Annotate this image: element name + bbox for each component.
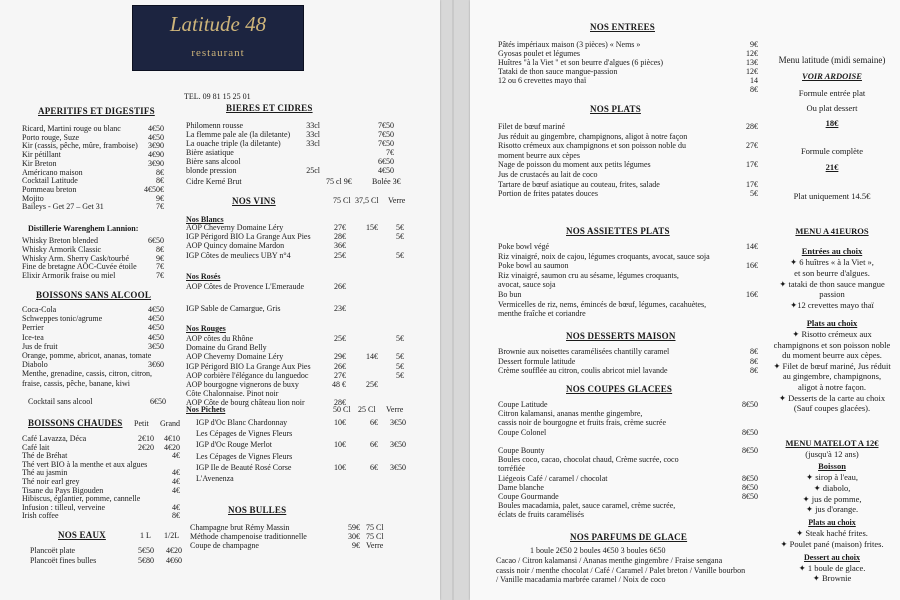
side-menu-line: champignons et son poisson noble xyxy=(773,339,891,350)
menu-cell-name: Plancoët fines bulles xyxy=(30,556,97,565)
menu-cell-name: Coupe Latitude xyxy=(498,400,548,409)
menu-cell-name: AOP Cheverny Domaine Léry xyxy=(186,223,284,232)
menu-latitude-line4: Plat uniquement 14.5€ xyxy=(793,191,871,201)
menu-cell-name: Brownie aux noisettes caramélisées chantilly caramel xyxy=(498,347,670,356)
menu-cell-name: Irish coffee xyxy=(22,511,59,521)
menu-cell-p1: 5€80 xyxy=(138,556,154,565)
menu-cell-c3: 3€50 xyxy=(390,440,406,450)
menu-cell-price: 8€ xyxy=(750,356,758,366)
side-menu-line: ✦ Risotto crémeux aux xyxy=(792,329,872,339)
menu-cell-name: Coupe Gourmande xyxy=(498,492,559,501)
menu-cell-price: 8€50 xyxy=(742,492,758,501)
menu-cell-price: 4€50 xyxy=(148,124,164,133)
menu-cell-small: 2€10 xyxy=(138,434,154,443)
menu-cell-price: 8€50 xyxy=(742,482,758,492)
menu-cell-price: 3€90 xyxy=(148,141,164,151)
cocktail-sans-alcool-price: 6€50 xyxy=(150,397,166,406)
menu-cell-price: 4€50 xyxy=(148,305,164,314)
menu-cell-name: Perrier xyxy=(22,323,44,333)
menu-cell-price: 7€50 xyxy=(378,121,394,130)
chaudes-title: BOISSONS CHAUDES xyxy=(28,418,123,428)
menu-cell-name: Poke bowl au saumon xyxy=(498,261,569,271)
menu-cell-vol: 25cl xyxy=(306,166,320,175)
menu-cell-name: IGP Côtes de meuliecs UBY n°4 xyxy=(186,250,291,260)
menu-cell-name: Filet de bœuf mariné xyxy=(498,122,565,131)
menu-cell-name: Américano maison xyxy=(22,167,83,177)
menu-cell-name: AOP Côte de bourg château lion noir xyxy=(186,398,305,408)
menu-cell-vol: 33cl xyxy=(306,139,320,148)
side-menu-line: ✦ Steak haché frites. xyxy=(796,528,868,538)
menu-cell-name: 12 ou 6 crevettes mayo thaï xyxy=(498,75,587,85)
blancs-title: Nos Blancs xyxy=(186,215,224,224)
menu-cell-name: Côte Chalonnaise. Pinot noir xyxy=(186,389,279,399)
menu-cell-c3: 5€ xyxy=(396,370,404,380)
side-menu-line: ✦ jus d'orange. xyxy=(805,504,859,515)
food-menu-page xyxy=(470,0,900,600)
side-menu-line: ✦ Brownie xyxy=(812,573,852,583)
menu-cell-c1: 25€ xyxy=(334,334,346,343)
menu-cell-price: 28€ xyxy=(746,122,758,131)
side-menu-line: ✦ sirop à l'eau, xyxy=(805,472,859,482)
menu-cell-name: Tisane du Pays Bigouden xyxy=(22,485,104,495)
menu-cell-name: IGP Sable de Camargue, Gris xyxy=(186,304,281,313)
menu-cell-name: AOP côtes du Rhône xyxy=(186,334,254,343)
logo-brand: Latitude 48 xyxy=(169,12,267,36)
menu-cell-name: Domaine du Grand Belly xyxy=(186,343,267,353)
menu-cell-name: Ice-tea xyxy=(22,332,44,342)
menu-cell-name: Portion de frites patates douces xyxy=(498,189,598,199)
menu-cell-c3: 5€ xyxy=(396,361,404,371)
pichets-col1: 50 Cl xyxy=(333,405,351,414)
menu-cell-name: Cocktail Latitude xyxy=(22,176,78,186)
menu-cell-name: IGP d'Oc Rouge Merlot xyxy=(196,440,273,450)
side-menu-line: ✦ Poulet pané (maison) frites. xyxy=(780,538,884,549)
cidre-bottle: 75 cl 9€ xyxy=(326,177,352,186)
vins-title: NOS VINS xyxy=(232,196,276,206)
menu-cell-name: Riz vinaigré, saumon cru au sésame, légumes croquants, xyxy=(498,270,679,280)
menu-cell-c2: 6€ xyxy=(370,440,378,450)
menu-cell-name: Jus de fruit xyxy=(22,341,58,351)
parfums-line: cassis noir / menthe chocolat / Café / Caramel / Palet breton / Vanille bourbon xyxy=(496,565,746,575)
menu-cell-c3: 5€ xyxy=(396,250,404,260)
side-menu-line: ✦12 crevettes mayo thaï xyxy=(790,300,874,311)
menu-cell-name: Huîtres "à la Viet " et son beurre d'algues (6 pièces) xyxy=(498,57,664,67)
menu-cell-c3: 5€ xyxy=(396,232,404,242)
logo-subtitle: restaurant xyxy=(191,47,245,59)
menu-cell-price: 7€ xyxy=(156,271,164,281)
menu-cell-unit: Verre xyxy=(366,541,384,550)
menu-cell-unit: 75 Cl xyxy=(366,532,384,541)
menu-cell-price: 5€ xyxy=(750,189,758,199)
menu-cell-name: cassis noir de bourgogne et fruits frais, crème sucrée xyxy=(498,418,667,428)
menu-cell-price: 27€ xyxy=(746,141,758,151)
menu-cell-price: 8€ xyxy=(156,244,164,254)
menu-cell-name: avocat, sauce soja xyxy=(498,280,556,290)
menu-cell-name: Coupe Colonel xyxy=(498,427,547,437)
menu-cell-p1: 5€50 xyxy=(138,546,154,555)
menu-cell-price: 8€ xyxy=(750,84,758,94)
menu-cell-name: Menthe, grenadine, cassis, citron, citron, xyxy=(22,369,152,379)
menu-cell-name: Gyosas poulet et légumes xyxy=(498,48,580,58)
menu-cell-price: 8€50 xyxy=(742,473,758,483)
menu-cell-name: Boules coco, cacao, chocolat chaud, Crème sucrée, coco xyxy=(498,455,679,465)
menu-cell-large: 4€10 xyxy=(164,434,180,443)
pichets-title: Nos Pichets xyxy=(186,405,226,414)
menu-cell-name: Plancoët plate xyxy=(30,546,76,555)
menu-cell-name: menthe fraîche et coriandre xyxy=(498,309,586,319)
eaux-title: NOS EAUX xyxy=(58,530,106,540)
menu-cell-large: 4€20 xyxy=(164,442,180,452)
menu-cell-c1: 27€ xyxy=(334,370,346,380)
menu-cell-vol: 33cl xyxy=(306,121,320,130)
menu-cell-name: Thé noir earl grey xyxy=(22,477,80,486)
menu-cell-name: Les Cépages de Vignes Fleurs xyxy=(196,451,293,461)
menu-cell-name: Café Lavazza, Déca xyxy=(22,434,87,443)
coupes-title: NOS COUPES GLACEES xyxy=(566,384,673,394)
side-menu-line: ✦ tataki de thon sauce mangue xyxy=(779,278,885,289)
menu-cell-name: Dessert formule latitude xyxy=(498,356,576,366)
menu-cell-name: Fine de bretagne AOC-Cuvée étoile xyxy=(22,262,137,272)
menu-cell-price: 16€ xyxy=(746,261,758,271)
menu-cell-vol: 33cl xyxy=(306,130,320,139)
menu-cell-price: 8€ xyxy=(156,176,164,186)
menu-cell-c3: 5€ xyxy=(396,352,404,362)
menu-cell-name: Méthode champenoise traditionnelle xyxy=(190,532,307,541)
menu-cell-price: 8€50 xyxy=(742,446,758,455)
distillerie-title: Distillerie Warenghem Lannion: xyxy=(28,224,139,233)
menu-cell-price: 3€60 xyxy=(148,360,164,370)
menu-cell-c1: 36€ xyxy=(334,241,346,251)
menu-cell-name: Jus de crustacés au lait de coco xyxy=(498,170,598,179)
menu-cell-large: 8€ xyxy=(172,511,180,521)
menu-cell-price: 8€ xyxy=(156,167,164,177)
menu-cell-price: 17€ xyxy=(746,179,758,189)
side-menu-line: ✦ Filet de bœuf mariné, Jus réduit xyxy=(773,360,891,371)
menu-cell-name: Orange, pomme, abricot, ananas, tomate xyxy=(22,351,152,360)
menu-latitude-subtitle: VOIR ARDOISE xyxy=(802,71,862,81)
phone-number: TEL. 09 81 15 25 01 xyxy=(184,92,251,101)
menu-cell-price: 3€50 xyxy=(148,341,164,351)
menu-cell-name: Pâtés impériaux maison (3 pièces) « Nems » xyxy=(498,40,641,49)
menu-cell-name: Tartare de bœuf asiatique au couteau, frites, salade xyxy=(498,179,660,189)
matelot-subtitle: (jusqu'à 12 ans) xyxy=(805,449,859,459)
menu-cell-price: 7€ xyxy=(156,262,164,272)
matelot-boisson-title: Boisson xyxy=(818,461,846,471)
menu-latitude-price2: 21€ xyxy=(825,162,839,172)
parfums-title: NOS PARFUMS DE GLACE xyxy=(570,532,688,542)
menu-cell-price: 4€50 xyxy=(148,314,164,324)
menu-cell-name: Poke bowl végé xyxy=(498,242,550,251)
menu-cell-name: Coupe de champagne xyxy=(190,541,259,550)
menu-cell-price: 9€ xyxy=(750,40,758,49)
menu-cell-name: moment beurre aux cèpes xyxy=(498,150,580,160)
eaux-col2: 1/2L xyxy=(164,531,180,540)
menu-cell-large: 4€ xyxy=(172,502,180,512)
menu-cell-name: Kir pétillant xyxy=(22,150,61,160)
menu-cell-c2: 25€ xyxy=(366,380,378,389)
menu-cell-name: Kir Breton xyxy=(22,158,57,168)
menu-cell-c1: 29€ xyxy=(334,352,346,362)
menu-cell-price: 4€50 xyxy=(378,166,394,175)
menu-cell-c1: 23€ xyxy=(334,304,346,313)
menu-cell-name: Schweppes tonic/agrume xyxy=(22,314,103,324)
cocktail-sans-alcool-name: Cocktail sans alcool xyxy=(28,397,93,406)
menu-cell-name: IGP Périgord BIO La Grange Aux Pies xyxy=(186,232,311,242)
menu-cell-c3: 3€50 xyxy=(390,462,406,472)
menu-cell-c3: 5€ xyxy=(396,223,404,232)
menu41-plats-title: Plats au choix xyxy=(806,318,858,328)
vins-col2: 37,5 Cl xyxy=(355,196,379,205)
menu-cell-price: 9€ xyxy=(156,193,164,203)
menu-cell-name: Nage de poisson du moment aux petits légumes xyxy=(498,160,651,170)
menu-cell-name: IGP Périgord BIO La Grange Aux Pies xyxy=(186,361,311,371)
menu-cell-c1: 48 € xyxy=(332,380,346,389)
side-menu-line: ✦ jus de pomme, xyxy=(802,493,862,504)
side-menu-line: ✦ diabolo, xyxy=(813,482,851,493)
menu-cell-price: 8€50 xyxy=(742,400,758,409)
menu-cell-price: 3€90 xyxy=(148,158,164,168)
menu-cell-name: Whisky Arm. Sherry Cask/tourbé xyxy=(22,253,130,263)
menu-cell-price: 14 xyxy=(750,75,758,85)
menu-cell-price: 12€ xyxy=(746,48,758,58)
menu-cell-c1: 28€ xyxy=(334,398,346,408)
menu-cell-name: Liégeois Café / caramel / chocolat xyxy=(498,473,608,483)
menu-cell-c3: 3€50 xyxy=(390,418,406,427)
menu-cell-name: Boules macadamia, palet, sauce caramel, crème sucrée, xyxy=(498,501,676,511)
menu-cell-name: Coupe Bounty xyxy=(498,446,545,455)
menu-cell-name: Baileys - Get 27 – Get 31 xyxy=(22,202,104,212)
menu-cell-p2: 4€20 xyxy=(166,546,182,555)
menu-cell-name: AOP corbière l'élégance du languedoc xyxy=(186,370,309,380)
bulles-title: NOS BULLES xyxy=(228,505,287,515)
menu-cell-price: 7€ xyxy=(386,148,394,157)
menu-cell-name: Riz vinaigré, noix de cajou, légumes croquants, avocat, sauce soja xyxy=(498,251,710,261)
menu-cell-price: 7€ xyxy=(156,202,164,212)
menu-cell-price: 4€50 xyxy=(148,132,164,142)
menu-cell-name: La ouache triple (la diletante) xyxy=(186,139,281,148)
assiettes-title: NOS ASSIETTES PLATS xyxy=(566,226,670,236)
vins-col3: Verre xyxy=(388,196,406,205)
menu-cell-price: 9€ xyxy=(352,541,360,550)
menu-cell-unit: 75 Cl xyxy=(366,523,384,532)
menu-cell-name: Bière asiatique xyxy=(186,148,234,157)
side-menu-line: ✦ Desserts de la carte au choix xyxy=(778,392,886,403)
chaudes-col-large: Grand xyxy=(160,419,180,428)
menu-cell-name: Les Cépages de Vignes Fleurs xyxy=(196,429,293,439)
menu-cell-name: Diabolo xyxy=(22,360,48,370)
menu-cell-name: Thé de Bréhat xyxy=(22,451,68,461)
menu-cell-name: Champagne brut Rémy Massin xyxy=(190,523,290,532)
menu-cell-name: Vermicelles de riz, nems, émincés de bœuf, légumes, cacahuètes, xyxy=(498,299,707,309)
side-menu-line: aligot à notre façon. xyxy=(798,382,866,392)
menu-cell-price: 8€ xyxy=(750,347,758,356)
menu-cell-name: Pommeau breton xyxy=(22,184,77,194)
menu-cell-price: 7€50 xyxy=(378,130,394,139)
menu-cell-name: Whisky Breton blended xyxy=(22,236,98,245)
menu-cell-name: Mojito xyxy=(22,193,44,203)
menu-cell-name: Thé au jasmin xyxy=(22,468,68,478)
menu-cell-price: 12€ xyxy=(746,66,758,76)
side-menu-line: au gingembre, champignons, xyxy=(782,371,882,382)
menu-cell-price: 6€50 xyxy=(148,236,164,245)
aperitifs-title: APERITIFS ET DIGESTIFS xyxy=(38,106,155,116)
rouges-title: Nos Rouges xyxy=(186,324,226,333)
menu-cell-c1: 26€ xyxy=(334,361,346,371)
cidre-bolee: Bolée 3€ xyxy=(372,177,401,186)
bieres-title: BIERES ET CIDRES xyxy=(226,103,313,113)
menu-cell-name: AOP bourgogne vignerons de buxy xyxy=(186,380,299,389)
menu-cell-name: Bo bun xyxy=(498,290,522,299)
matelot-dessert-title: Dessert au choix xyxy=(804,553,860,562)
menu-cell-large: 4€ xyxy=(172,451,180,461)
menu-cell-name: Infusion : tilleul, verveine xyxy=(22,502,106,512)
menu-cell-name: Thé vert BIO à la menthe et aux algues xyxy=(22,459,148,469)
menu-cell-name: éclats de fruits caramélisés xyxy=(498,510,584,520)
plats-title: NOS PLATS xyxy=(590,104,641,114)
parfums-prices: 1 boule 2€50 2 boules 4€50 3 boules 6€50 xyxy=(530,546,666,555)
menu-cell-name: Jus réduit au gingembre, champignons, aligot à notre façon xyxy=(498,131,688,141)
side-menu-line: (Sauf coupes glacées). xyxy=(793,403,871,414)
menu-cell-name: Philomenn rousse xyxy=(186,121,244,130)
menu-cell-c1: 10€ xyxy=(334,440,346,450)
menu-cell-large: 4€ xyxy=(172,468,180,478)
menu-latitude-line2: Ou plat dessert xyxy=(806,103,858,113)
menu-cell-price: 30€ xyxy=(348,532,360,541)
menu-cell-name: Risotto crémeux aux champignons et son poisson noble du xyxy=(498,141,686,151)
side-menu-line: du moment beurre aux cèpes. xyxy=(782,350,882,361)
menu-cell-name: Café lait xyxy=(22,442,50,452)
parfums-line: / Vanille macadamia marbrée caramel / Noix de coco xyxy=(496,575,666,584)
menu-cell-c1: 25€ xyxy=(334,250,346,260)
menu-cell-name: Bière sans alcool xyxy=(186,157,241,166)
menu-cell-price: 4€50 xyxy=(148,332,164,342)
menu-cell-name: torréfiée xyxy=(498,464,526,474)
menu-cell-name: Kir (cassis, pêche, mûre, framboise) xyxy=(22,141,138,151)
menu-cell-name: Porto rouge, Suze xyxy=(22,132,80,142)
menu-cell-name: fraise, cassis, pêche, banane, kiwi xyxy=(22,378,130,388)
menu-cell-name: blonde pression xyxy=(186,166,237,175)
side-menu-line: ✦ 6 huîtres « à la Viet », xyxy=(790,257,874,267)
menu-cell-c3: 5€ xyxy=(396,334,404,343)
menu-cell-p2: 4€60 xyxy=(166,556,182,565)
menu-cell-c1: 28€ xyxy=(334,232,346,242)
vins-col1: 75 Cl xyxy=(333,196,351,205)
menu-latitude-title: Menu latitude (midi semaine) xyxy=(778,55,886,65)
menu-cell-c1: 10€ xyxy=(334,418,346,427)
menu-cell-c1: 10€ xyxy=(334,462,346,472)
menu-cell-name: L'Avenenza xyxy=(196,474,234,483)
menu-cell-price: 59€ xyxy=(348,523,360,532)
menu-cell-name: AOP Côtes de Provence L'Emeraude xyxy=(186,282,304,291)
menu-cell-c2: 15€ xyxy=(366,223,378,232)
restaurant-logo xyxy=(132,5,304,71)
side-menu-line: et son beurre d'algues. xyxy=(794,267,870,278)
parfums-line: Cacao / Citron kalamansi / Ananas menthe gingembre / Fraise sengana xyxy=(496,556,723,565)
roses-title: Nos Rosés xyxy=(186,272,221,281)
menu41-entrees-title: Entrées au choix xyxy=(801,246,863,256)
menu-cell-name: Whisky Armorik Classic xyxy=(22,244,102,254)
matelot-title: MENU MATELOT A 12€ xyxy=(785,438,879,448)
menu-latitude-line1: Formule entrée plat xyxy=(798,88,866,98)
menu-cell-name: Coca-Cola xyxy=(22,305,57,314)
drinks-menu-page xyxy=(0,0,440,600)
side-menu-line: ✦ 1 boule de glace. xyxy=(798,563,866,573)
menu-cell-name: Crème soufflée au citron, coulis abricot miel lavande xyxy=(498,366,668,375)
menu-cell-c1: 26€ xyxy=(334,282,346,291)
menu-cell-name: Ricard, Martini rouge ou blanc xyxy=(22,124,121,133)
menu-cell-price: 4€50 xyxy=(148,323,164,333)
menu-cell-c1: 27€ xyxy=(334,223,346,232)
eaux-col1: 1 L xyxy=(140,531,151,540)
menu-cell-price: 4€50€ xyxy=(144,184,164,194)
menu-cell-c2: 14€ xyxy=(366,352,378,362)
menu-cell-price: 16€ xyxy=(746,290,758,299)
page-divider xyxy=(452,0,454,600)
menu-cell-price: 9€ xyxy=(156,253,164,263)
menu-latitude-line3: Formule complète xyxy=(800,146,864,156)
menu-cell-large: 4€ xyxy=(172,485,180,495)
menu-cell-name: IGP Ile de Beauté Rosé Corse xyxy=(196,462,292,472)
menu-cell-c2: 6€ xyxy=(370,462,378,472)
menu-cell-price: 4€90 xyxy=(148,150,164,160)
pichets-col3: Verre xyxy=(386,405,404,414)
menu-cell-price: 8€50 xyxy=(742,427,758,437)
menu-cell-price: 14€ xyxy=(746,242,758,251)
cidre-name: Cidre Kerné Brut xyxy=(186,177,242,186)
menu-cell-name: IGP d'Oc Blanc Chardonnay xyxy=(196,418,288,427)
side-menu-line: passion xyxy=(819,289,845,300)
menu-cell-name: Elixir Armorik fraise ou miel xyxy=(22,271,116,281)
chaudes-col-small: Petit xyxy=(134,419,149,428)
menu-cell-name: Citron kalamansi, ananas menthe gingembre, xyxy=(498,409,643,419)
menu-cell-price: 13€ xyxy=(746,57,758,67)
menu-cell-name: Tataki de thon sauce mangue-passion xyxy=(498,66,618,76)
menu-cell-price: 7€50 xyxy=(378,139,394,148)
menu-latitude-price1: 18€ xyxy=(825,118,839,128)
menu-cell-name: AOP Quincy domaine Mardon xyxy=(186,241,285,251)
menu-cell-price: 8€ xyxy=(750,366,758,375)
entrees-title: NOS ENTREES xyxy=(590,22,655,32)
matelot-plats-title: Plats au choix xyxy=(808,518,856,527)
menu-cell-large: 4€ xyxy=(172,477,180,486)
menu-cell-price: 6€50 xyxy=(378,157,394,166)
menu-cell-name: Hibiscus, églantier, pomme, cannelle xyxy=(22,494,141,504)
menu-cell-c2: 6€ xyxy=(370,418,378,427)
menu-cell-price: 17€ xyxy=(746,160,758,170)
menu-cell-name: La flemme pale ale (la diletante) xyxy=(186,130,291,139)
menu41-title: MENU A 41EUROS xyxy=(795,226,869,236)
menu-cell-small: 2€20 xyxy=(138,442,154,452)
menu-cell-name: Dame blanche xyxy=(498,482,544,492)
desserts-title: NOS DESSERTS MAISON xyxy=(566,331,676,341)
pichets-col2: 25 Cl xyxy=(358,405,376,414)
menu-cell-name: AOP Cheverny Domaine Léry xyxy=(186,352,284,362)
sans-alcool-title: BOISSONS SANS ALCOOL xyxy=(36,290,152,300)
